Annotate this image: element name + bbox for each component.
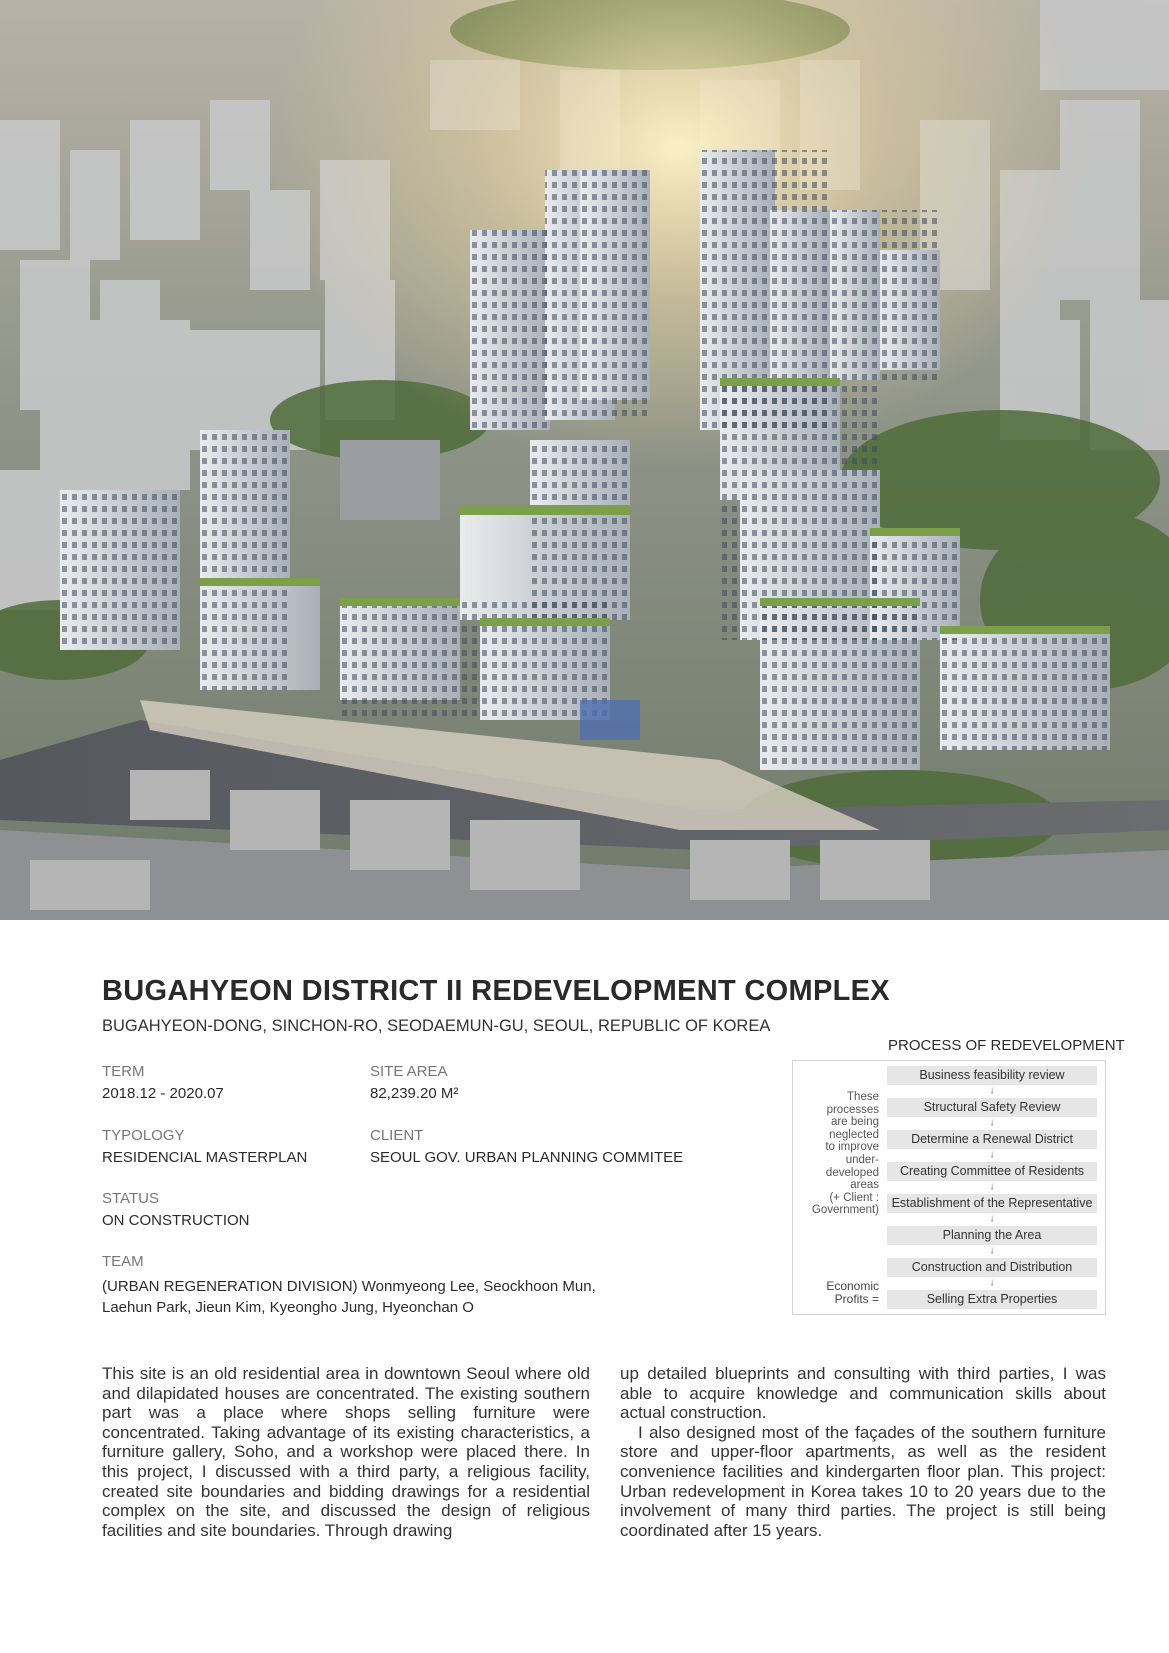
project-title: BUGAHYEON DISTRICT II REDEVELOPMENT COMPLEX	[102, 975, 890, 1007]
process-step: Construction and Distribution	[887, 1258, 1097, 1277]
term-value: 2018.12 - 2020.07	[102, 1085, 224, 1102]
process-step: Selling Extra Properties	[887, 1290, 1097, 1309]
process-step: Business feasibility review	[887, 1066, 1097, 1085]
economic-profits-label: Economic Profits =	[826, 1279, 879, 1306]
site-area-value: 82,239.20 M²	[370, 1085, 459, 1102]
team-members	[102, 1276, 662, 1318]
process-step: Determine a Renewal District	[887, 1130, 1097, 1149]
body-paragraph: up detailed blueprints and consulting with third parties, I was able to acquire knowledge and communication skills about actual construction.	[620, 1364, 1106, 1423]
process-step: Planning the Area	[887, 1226, 1097, 1245]
down-arrow-icon: ↓	[989, 1149, 995, 1160]
process-step: Structural Safety Review	[887, 1098, 1097, 1117]
down-arrow-icon: ↓	[989, 1181, 995, 1192]
client-label: CLIENT	[370, 1127, 424, 1144]
process-diagram	[792, 1060, 1106, 1315]
body-column-1	[102, 1364, 590, 1540]
team-line-2: Laehun Park, Jieun Kim, Kyeongho Jung, Hyeonchan O	[102, 1299, 474, 1316]
body-column-2	[620, 1364, 1106, 1540]
term-label: TERM	[102, 1063, 145, 1080]
project-location: BUGAHYEON-DONG, SINCHON-RO, SEODAEMUN-GU, SEOUL, REPUBLIC OF KOREA	[102, 1017, 771, 1035]
process-step: Creating Committee of Residents	[887, 1162, 1097, 1181]
process-side-note: These processes are being neglected to improve under- developed areas (+ Client : Government)	[811, 1091, 879, 1217]
status-label: STATUS	[102, 1190, 159, 1207]
team-label: TEAM	[102, 1253, 144, 1270]
down-arrow-icon: ↓	[989, 1245, 995, 1256]
process-title: PROCESS OF REDEVELOPMENT	[888, 1037, 1125, 1054]
site-area-label: SITE AREA	[370, 1063, 448, 1080]
typology-label: TYPOLOGY	[102, 1127, 185, 1144]
body-paragraph: I also designed most of the façades of the southern furniture store and upper-floor apartments, as well as the resident convenience facilities and kindergarten floor plan. This project: Urban redevelopment in Korea takes 10 to 20 years due to the involvement of many third parties. The project is still being coordinated after 15 years.	[620, 1422, 1106, 1540]
down-arrow-icon: ↓	[989, 1117, 995, 1128]
client-value: SEOUL GOV. URBAN PLANNING COMMITEE	[370, 1149, 684, 1166]
status-value: ON CONSTRUCTION	[102, 1212, 250, 1229]
body-paragraph: This site is an old residential area in downtown Seoul where old and dilapidated houses are concentrated. The existing southern part was a place where shops selling furniture were concentrated. Taking advantage of its existing characteristics, a furniture gallery, Soho, and a workshop were placed there. In this project, I discussed with a third party, a religious facility, created site boundaries and bidding drawings for a residential complex on the site, and discussed the design of religious facilities and site boundaries. Through drawing	[102, 1364, 590, 1540]
process-step: Establishment of the Representative	[887, 1194, 1097, 1213]
team-line-1: (URBAN REGENERATION DIVISION) Wonmyeong Lee, Seockhoon Mun,	[102, 1278, 596, 1295]
down-arrow-icon: ↓	[989, 1085, 995, 1096]
down-arrow-icon: ↓	[989, 1213, 995, 1224]
down-arrow-icon: ↓	[989, 1277, 995, 1288]
typology-value: RESIDENCIAL MASTERPLAN	[102, 1149, 308, 1166]
